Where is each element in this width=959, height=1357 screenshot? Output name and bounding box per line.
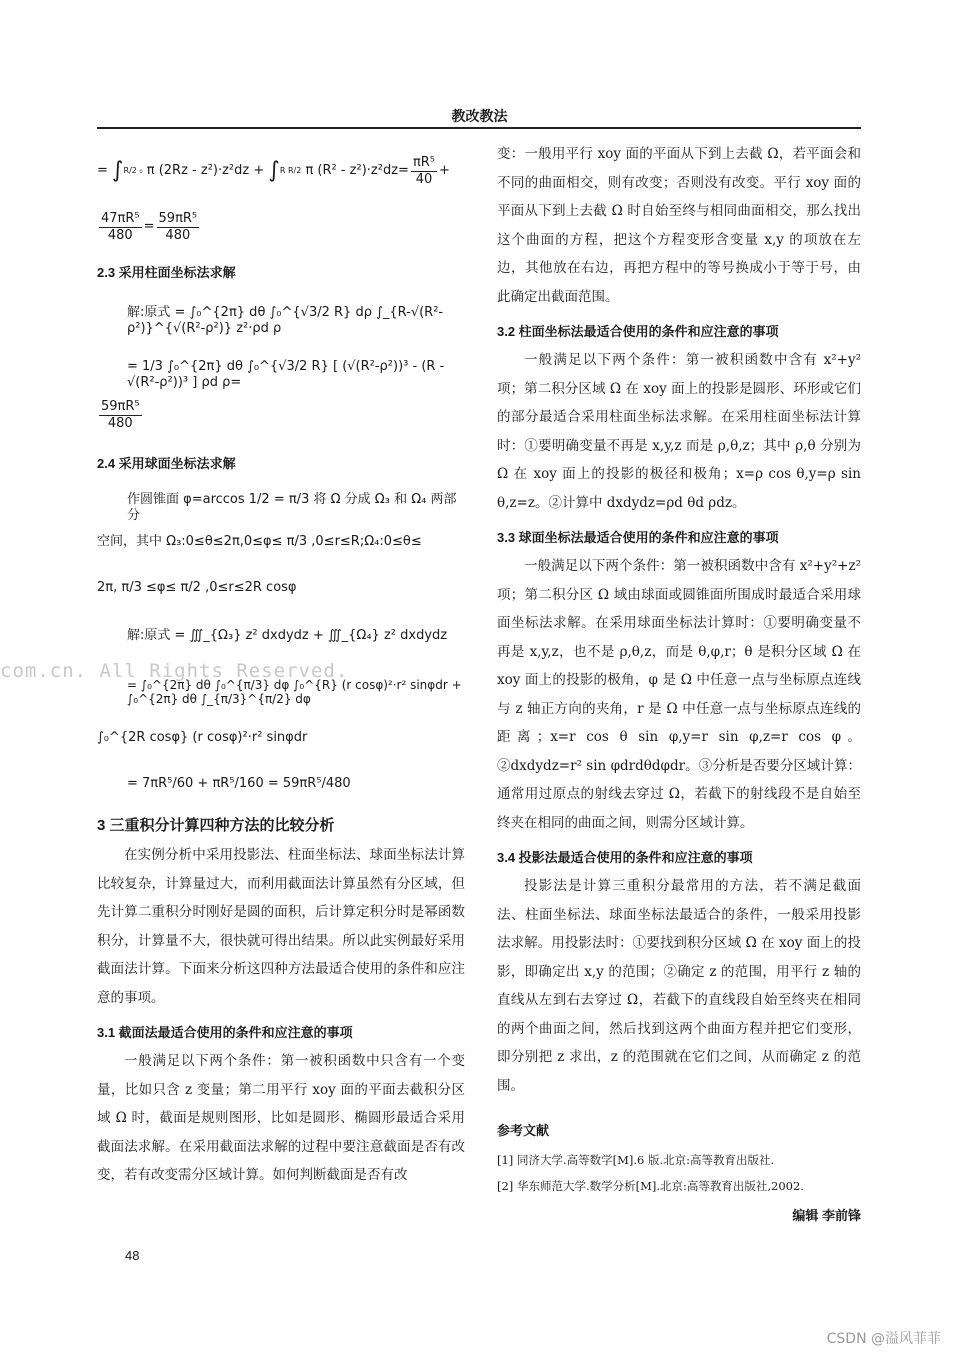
section-2-3-line-2: = 1/3 ∫₀^{2π} dθ ∫₀^{√3/2 R} [ (√(R²-ρ²))³ - (R - √(R²-ρ²))³ ] ρd ρ=: [127, 359, 445, 390]
section-2-3-result: $\frac{\text{59πR⁵}}{480}$: [101, 399, 140, 431]
section-2-4-para-2: 空间，其中 Ω₃:0≤θ≤2π,0≤φ≤ π/3 ,0≤r≤R;Ω₄:0≤θ≤: [97, 534, 422, 549]
eq2-fraction-1: $\frac{\text{47πR⁵}}{480}$: [101, 210, 140, 243]
header-rule: [97, 127, 861, 129]
watermark-text: com.cn. All Rights Reserved.: [0, 660, 349, 682]
section-2-4-para-1: 作圆锥面 φ=arccos 1/2 = π/3 将 Ω 分成 Ω₃ 和 Ω₄ 两部分: [127, 492, 457, 523]
right-column: [497, 140, 861, 1224]
section-3-paragraph: 在实例分析中采用投影法、柱面坐标法、球面坐标法计算比较复杂，计算量过大，而利用截面法计算虽然有分区域，但先计算二重积分时刚好是圆的面积，后计算定积分时是幂函数积分，计算量不大，很快就可得出结果。所以此实例最好采用截面法计算。下面来分析这四种方法最适合使用的条件和应注意的事项。: [97, 847, 465, 1006]
section-2-4-heading: 2.4 采用球面坐标法求解: [97, 456, 236, 471]
eq1-term1: π (2Rz - z²)·z²dz +: [146, 163, 265, 179]
section-2-4-para-3: 2π, π/3 ≤φ≤ π/2 ,0≤r≤2R cosφ: [97, 580, 297, 595]
equation-1: = ∫ R/2 ₀ π (2Rz - z²)·z²dz + ∫ R R/2 π (R² - z²)·z²dz= $\frac{\text{πR⁵}}{40}$ +: [97, 154, 450, 187]
eq1-suffix: +: [439, 163, 450, 179]
csdn-watermark: CSDN @溢风菲菲: [826, 1331, 941, 1347]
section-3-1-heading: 3.1 截面法最适合使用的条件和应注意的事项: [97, 1025, 353, 1040]
section-2-3-line-1: 解:原式 = ∫₀^{2π} dθ ∫₀^{√3/2 R} dρ ∫_{R-√(R²-ρ²)}^{√(R²-ρ²)} z²·ρd ρ: [127, 305, 444, 336]
eq1-term2: π (R² - z²)·z²dz=: [305, 163, 409, 179]
section-3-2-paragraph: 一般满足以下两个条件：第一被积函数中含有 x²+y² 项；第二积分区域 Ω 在 xoy 面上的投影是圆形、环形或它们的部分最适合采用柱面坐标法求解。在采用柱面坐标法计算时：①要明确变量不再是 x,y,z 而是 ρ,θ,z；其中 ρ,θ 分别为 Ω 在 xoy 面上的投影的极径和极角；x=ρ cos θ,y=ρ sin θ,z=z。②计算中 dxdydz=ρd θd ρdz。: [497, 352, 861, 511]
reference-item: [1] 同济大学.高等数学[M].6 版.北京:高等教育出版社.: [497, 1153, 775, 1167]
eq1-prefix: =: [97, 163, 108, 179]
section-3-3-paragraph: 一般满足以下两个条件：第一被积函数中含有 x²+y²+z² 项；第二积分区 Ω 域由球面或圆锥面所围成时最适合采用球面坐标法求解。在采用球面坐标法计算时：①要明确变量不再是 x,y,z，也不是 ρ,θ,z，而是 θ,φ,r；θ 是积分区域 Ω 在 xoy 面上的投影的极角，φ 是 Ω 中任意一点与坐标原点连线与 z 轴正方向的夹角，r 是 Ω 中任意一点与坐标原点连线的距离；x=r cos θ sin φ,y=r sin φ,z=r cos φ。②dxdydz=r² sin φdrdθdφdr。③分析是否要分区域计算：通常用过原点的射线去穿过 Ω，若截下的射线段不是自始至终夹在相同的曲面之间，则需分区域计算。: [497, 558, 861, 831]
reference-item: [2] 华东师范大学.数学分析[M].北京:高等教育出版社,2002.: [497, 1179, 804, 1193]
section-2-4-line-3: ∫₀^{2R cosφ} (r cosφ)²·r² sinφdr: [97, 730, 308, 745]
references-heading: 参考文献: [497, 1123, 550, 1138]
section-2-3-heading: 2.3 采用柱面坐标法求解: [97, 265, 236, 280]
eq2-fraction-2: $\frac{\text{59πR⁵}}{480}$: [158, 210, 198, 243]
section-3-4-heading: 3.4 投影法最适合使用的条件和应注意的事项: [497, 850, 753, 865]
section-3-1-paragraph: 一般满足以下两个条件：第一被积函数中只含有一个变量，比如只含 z 变量；第二用平行 xoy 面的平面去截积分区域 Ω 时，截面是规则图形，比如是圆形、椭圆形最适合采用截面法求解。在采用截面法求解的过程中要注意截面是否有改变，若有改变需分区域计算。如何判断截面是否有改: [97, 1053, 465, 1183]
running-header: 教改教法: [451, 108, 508, 124]
equation-2: [97, 202, 465, 252]
eq1-fraction: $\frac{\text{πR⁵}}{40}$: [412, 154, 436, 187]
section-3-2-heading: 3.2 柱面坐标法最适合使用的条件和应注意的事项: [497, 324, 779, 339]
section-2-4-line-1: 解:原式 = ∭_{Ω₃} z² dxdydz + ∭_{Ω₄} z² dxdydz: [127, 628, 448, 643]
section-3-heading: 3 三重积分计算四种方法的比较分析: [97, 817, 335, 834]
right-paragraph-continued: 变：一般用平行 xoy 面的平面从下到上去截 Ω，若平面会和不同的曲面相交，则有改变；否则没有改变。平行 xoy 面的平面从下到上去截 Ω 时自始至终与相同曲面相交，那么找出这个曲面的方程，把这个方程变形含变量 x,y 的项放在左边，其他放在右边，再把方程中的等号换成小于等于号，由此确定出截面范围。: [497, 146, 861, 305]
eq2-equals: =: [143, 219, 155, 235]
section-3-3-heading: 3.3 球面坐标法最适合使用的条件和应注意的事项: [497, 530, 779, 545]
section-3-4-paragraph: 投影法是计算三重积分最常用的方法，若不满足截面法、柱面坐标法、球面坐标法最适合的条件，一般采用投影法求解。用投影法时：①要找到积分区域 Ω 在 xoy 面上的投影，即确定出 x,y 的范围；②确定 z 的范围，用平行 z 轴的直线从左到右去穿过 Ω，若截下的直线段自始至终夹在相同的两个曲面之间，然后找到这两个曲面方程并把它们变形，即分别把 z 求出，z 的范围就在它们之间，从而确定 z 的范围。: [497, 878, 861, 1094]
section-2-4-line-4: = 7πR⁵/60 + πR⁵/160 = 59πR⁵/480: [127, 776, 351, 791]
page-number: 48: [125, 1248, 140, 1263]
editor-credit: 编辑 李前锋: [792, 1208, 861, 1223]
section-2-4-line-2: = ∫₀^{2π} dθ ∫₀^{π/3} dφ ∫₀^{R} (r cosφ)²·r² sinφdr + ∫₀^{2π} dθ ∫_{π/3}^{π/2} dφ: [127, 678, 462, 707]
